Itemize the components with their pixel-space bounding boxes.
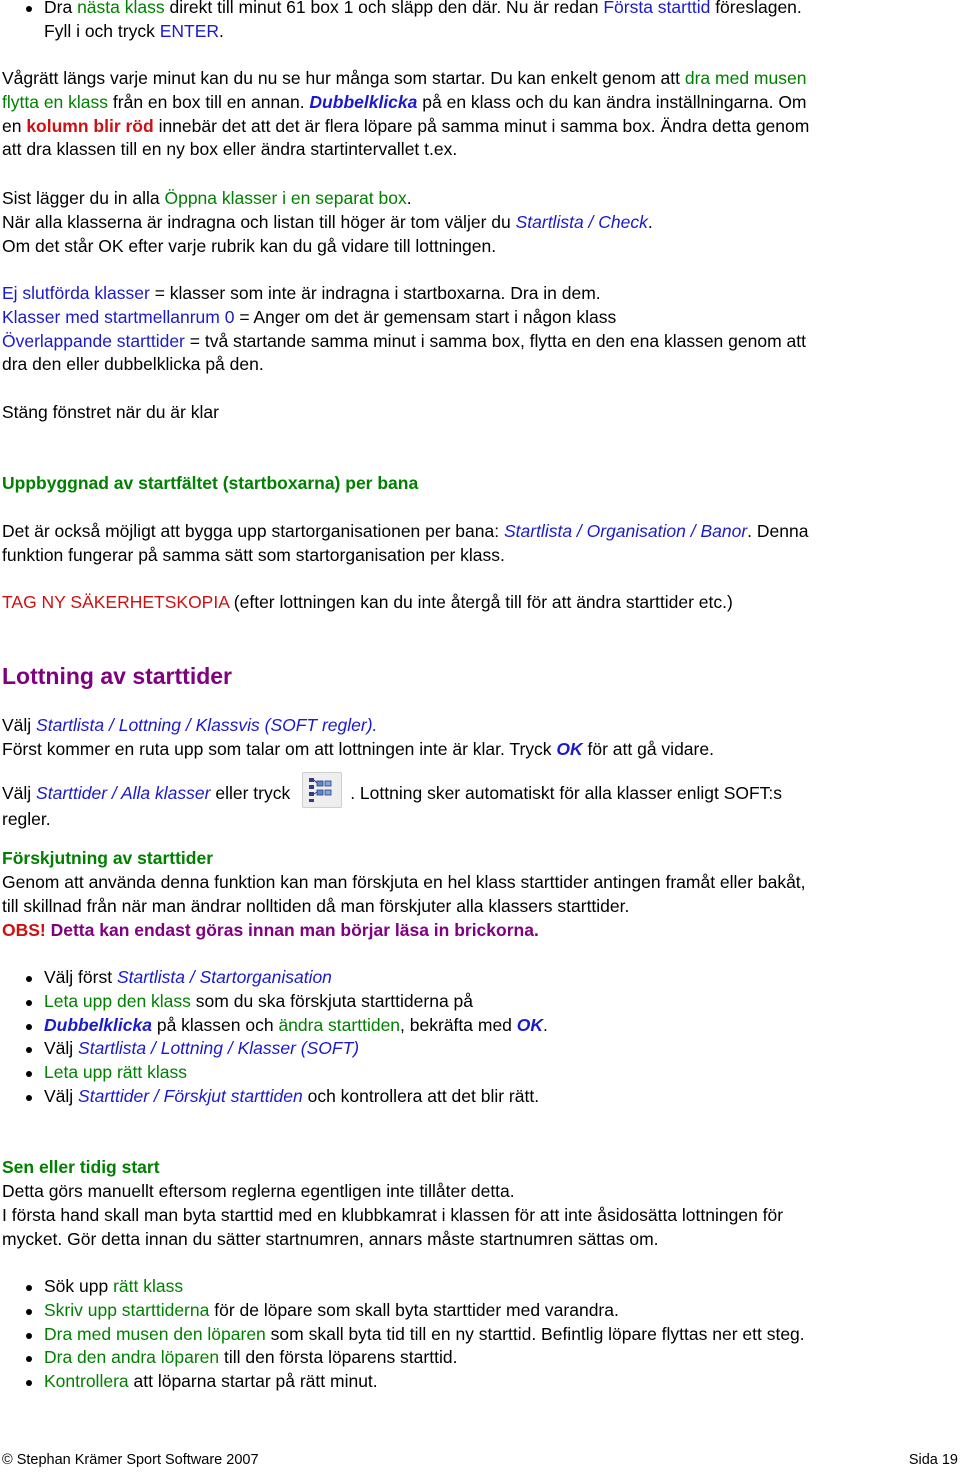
list-item xyxy=(22,1014,952,1038)
text: till skillnad från när man ändrar nolltiden då man förskjuter alla klassers starttider. xyxy=(2,895,630,916)
button-name: OK xyxy=(516,1014,544,1035)
highlight-text: Kontrollera xyxy=(44,1371,129,1392)
paragraph-per-course xyxy=(2,520,958,568)
text: eller tryck xyxy=(210,783,291,803)
text: , bekräfta med xyxy=(400,1014,517,1035)
highlight-text: dra med musen xyxy=(684,68,807,88)
draw-all-classes-icon-graphic xyxy=(303,773,341,807)
menu-path: Startlista / Lottning / Klasser (SOFT) xyxy=(78,1038,360,1059)
text: . xyxy=(647,211,653,232)
paragraph-backup xyxy=(2,591,958,615)
text: Fyll i och tryck xyxy=(44,21,160,41)
text: Välj xyxy=(2,715,37,735)
swap-steps-list xyxy=(22,1275,952,1394)
list-item xyxy=(22,1323,952,1347)
text: att löparna startar på rätt minut. xyxy=(128,1371,378,1392)
paragraph-close-window: Stäng fönstret när du är klar xyxy=(2,402,219,422)
text: (efter lottningen kan du inte återgå till för att ändra starttider etc.) xyxy=(228,592,733,612)
text: och kontrollera att det blir rätt. xyxy=(302,1085,540,1106)
text: Det är också möjligt att bygga upp startorganisationen per bana: xyxy=(2,521,504,541)
warning-text: TAG NY SÄKERHETSKOPIA xyxy=(2,592,229,612)
text: som skall byta tid till en ny starttid. Befintlig löpare flyttas ner ett steg. xyxy=(265,1323,805,1344)
key-name: ENTER xyxy=(159,21,220,41)
list-item xyxy=(22,1085,952,1109)
list-item xyxy=(22,0,952,20)
highlight-text: kolumn blir röd xyxy=(26,115,154,136)
term: Ej slutförda klasser xyxy=(2,283,150,303)
paragraph-open-classes xyxy=(2,187,958,258)
highlight-text: ändra starttiden xyxy=(278,1014,401,1035)
highlight-text: Dra med musen den löparen xyxy=(44,1323,266,1344)
list-item xyxy=(22,1370,952,1394)
list-item xyxy=(22,966,952,990)
draw-all-classes-icon xyxy=(302,772,342,808)
forskjutning-steps-list xyxy=(22,966,952,1109)
list-item xyxy=(22,1037,952,1061)
text: Sist lägger du in alla xyxy=(2,188,165,208)
term: Överlappande starttider xyxy=(2,330,185,351)
heading-lottning: Lottning av starttider xyxy=(2,663,233,689)
heading-uppbyggnad: Uppbyggnad av startfältet (startboxarna) per bana xyxy=(2,473,419,493)
text: . Lottning sker automatiskt för alla klasser enligt SOFT:s xyxy=(350,783,783,803)
text: Välj först xyxy=(44,967,117,987)
text: på klassen och xyxy=(151,1014,279,1035)
text: direkt till minut 61 box 1 och släpp den där. Nu är redan xyxy=(164,0,604,17)
text: . xyxy=(406,188,412,208)
list-item xyxy=(22,1061,952,1085)
text: Välj xyxy=(44,1038,79,1059)
warning-text: Detta kan endast göras innan man börjar läsa in brickorna. xyxy=(45,919,539,940)
text: = två startande samma minut i samma box, flytta en den ena klassen genom att xyxy=(184,330,806,351)
text: När alla klasserna är indragna och listan till höger är tom väljer du xyxy=(2,211,516,232)
highlight-text: Dubbelklicka xyxy=(44,1014,152,1035)
text: föreslagen. xyxy=(710,0,802,17)
paragraph-drag-classes xyxy=(2,67,958,162)
highlight-text: Öppna klasser i en separat box xyxy=(164,188,407,208)
warning-label: OBS! xyxy=(2,919,46,940)
text: Genom att använda denna funktion kan man förskjuta en hel klass starttider antingen framåt eller bakåt, xyxy=(2,872,806,892)
highlight-text: rätt klass xyxy=(113,1276,184,1296)
text: innebär det att det är flera löpare på samma minut i samma box. Ändra detta genom xyxy=(153,115,810,136)
highlight-text: Skriv upp starttiderna xyxy=(44,1299,210,1320)
text: från en box till en annan. xyxy=(108,91,310,112)
highlight-text: flytta en klass xyxy=(2,91,109,112)
list-item xyxy=(22,990,952,1014)
text: Dra xyxy=(44,0,78,17)
heading-sen-tidig-start: Sen eller tidig start xyxy=(2,1157,160,1177)
text: Först kommer en ruta upp som talar om att lottningen inte är klar. Tryck xyxy=(2,738,557,759)
text: på en klass och du kan ändra inställningarna. Om xyxy=(417,91,807,112)
text: en xyxy=(2,115,27,136)
text: . xyxy=(219,21,224,41)
text: . xyxy=(543,1014,548,1035)
text: mycket. Gör detta innan du sätter startnumren, annars måste startnumren sättas om. xyxy=(2,1228,659,1249)
text: att dra klassen till en ny box eller ändra startintervallet t.ex. xyxy=(2,139,458,160)
highlight-text: Dubbelklicka xyxy=(309,91,418,112)
menu-path: Startlista / Lottning / Klassvis (SOFT regler). xyxy=(36,715,378,735)
text: = Anger om det är gemensam start i någon klass xyxy=(234,306,617,327)
text: funktion fungerar på samma sätt som startorganisation per klass. xyxy=(2,544,505,565)
list-item xyxy=(22,1275,952,1299)
text: Välj xyxy=(44,1085,79,1106)
paragraph-forskjutning xyxy=(2,871,958,942)
highlight-text: Leta upp rätt klass xyxy=(44,1062,187,1083)
paragraph-definitions xyxy=(2,282,958,377)
paragraph-lottning xyxy=(2,714,958,762)
menu-path: Starttider / Förskjut starttiden xyxy=(78,1085,303,1106)
list-item xyxy=(22,1299,952,1323)
text: I första hand skall man byta starttid med en klubbkamrat i klassen för att inte åsidosätta lottningen för xyxy=(2,1204,784,1225)
link-text: nästa klass xyxy=(77,0,165,17)
link-text: Första starttid xyxy=(603,0,711,17)
page-footer xyxy=(2,1450,958,1470)
bullet-continuation xyxy=(44,20,944,44)
menu-path: Starttider / Alla klasser xyxy=(36,783,211,803)
text: Detta görs manuellt eftersom reglerna egentligen inte tillåter detta. xyxy=(2,1181,515,1201)
heading-forskjutning: Förskjutning av starttider xyxy=(2,848,214,868)
text: för de löpare som skall byta starttider med varandra. xyxy=(209,1299,619,1320)
term: Klasser med startmellanrum 0 xyxy=(2,306,235,327)
paragraph-sen-tidig xyxy=(2,1180,958,1251)
text: = klasser som inte är indragna i startboxarna. Dra in dem. xyxy=(149,283,601,303)
button-name: OK xyxy=(556,738,583,759)
text: för att gå vidare. xyxy=(582,738,714,759)
paragraph-lottning-all xyxy=(2,772,958,832)
text: Välj xyxy=(2,783,37,803)
menu-path: Startlista / Check xyxy=(515,211,648,232)
text: Om det står OK efter varje rubrik kan du gå vidare till lottningen. xyxy=(2,235,497,256)
text: Sök upp xyxy=(44,1276,114,1296)
menu-path: Startlista / Organisation / Banor xyxy=(503,521,748,541)
text: Vågrätt längs varje minut kan du nu se hur många som startar. Du kan enkelt genom att xyxy=(2,68,685,88)
text: som du ska förskjuta starttiderna på xyxy=(190,990,473,1011)
text: regler. xyxy=(2,809,51,829)
text: till den första löparens starttid. xyxy=(219,1347,458,1368)
menu-path: Startlista / Startorganisation xyxy=(116,967,332,987)
highlight-text: Dra den andra löparen xyxy=(44,1347,220,1368)
footer-copyright: © Stephan Krämer Sport Software 2007 xyxy=(2,1452,259,1468)
highlight-text: Leta upp den klass xyxy=(44,990,191,1011)
top-bullet-list xyxy=(22,0,952,20)
text: . Denna xyxy=(747,521,809,541)
page-number: Sida 19 xyxy=(908,1452,958,1468)
text: dra den eller dubbelklicka på den. xyxy=(2,354,264,375)
list-item xyxy=(22,1346,952,1370)
